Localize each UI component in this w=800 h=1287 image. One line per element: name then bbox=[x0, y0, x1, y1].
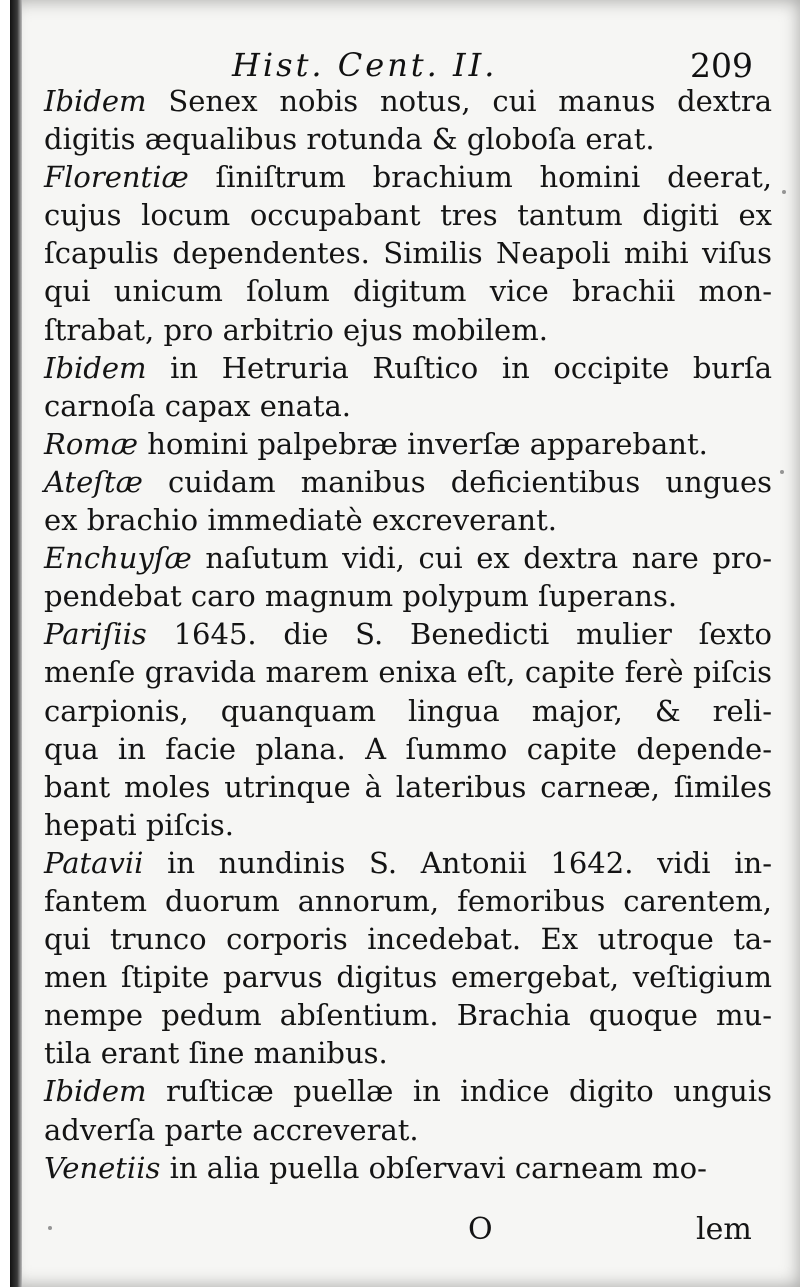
line-text: hepati piſcis. bbox=[44, 807, 235, 842]
line-text: carpionis, quanquam lingua major, & reli- bbox=[44, 693, 772, 728]
line-text: nempe pedum abſentium. Brachia quoque mu- bbox=[44, 998, 772, 1033]
line-text: cuidam manibus deficientibus ungues bbox=[168, 464, 772, 499]
text-line bbox=[44, 577, 772, 615]
line-text: pendebat caro magnum polypum ſuperans. bbox=[44, 579, 678, 614]
line-text: ruſticæ puellæ in indice digito unguis bbox=[166, 1074, 773, 1109]
line-text: ex brachio immediatè excreverant. bbox=[44, 503, 557, 538]
place-name: Romæ bbox=[44, 426, 139, 461]
text-line bbox=[44, 1072, 772, 1110]
line-text: ſtrabat, pro arbitrio ejus mobilem. bbox=[44, 312, 548, 347]
line-text: in alia puella obſervavi carneam mo- bbox=[169, 1150, 707, 1185]
text-line bbox=[44, 730, 772, 768]
text-line bbox=[44, 615, 772, 653]
place-name: Ibidem bbox=[44, 350, 147, 385]
place-name: Ibidem bbox=[44, 1074, 147, 1109]
text-line bbox=[44, 120, 772, 158]
line-text: ſiniſtrum brachium homini deerat, bbox=[215, 160, 772, 195]
running-head bbox=[232, 46, 497, 84]
text-line bbox=[44, 539, 772, 577]
text-line bbox=[44, 1034, 772, 1072]
text-line bbox=[44, 196, 772, 234]
book-page bbox=[10, 0, 800, 1287]
text-line bbox=[44, 349, 772, 387]
place-name: Ibidem bbox=[44, 84, 147, 118]
text-line bbox=[44, 768, 772, 806]
page-gutter-shadow bbox=[10, 0, 22, 1287]
text-line bbox=[44, 844, 772, 882]
line-text: ſcapulis dependentes. Similis Neapoli mihi viſus bbox=[44, 236, 772, 271]
text-line bbox=[44, 387, 772, 425]
ink-speck bbox=[780, 470, 784, 474]
text-line bbox=[44, 653, 772, 691]
line-text: adverſa parte accreverat. bbox=[44, 1112, 419, 1147]
line-text: qui trunco corporis incedebat. Ex utroque ta- bbox=[44, 922, 772, 957]
line-text: carnoſa capax enata. bbox=[44, 388, 352, 423]
text-line bbox=[44, 806, 772, 844]
place-name: Florentiæ bbox=[44, 160, 189, 195]
text-line bbox=[44, 82, 772, 120]
text-line bbox=[44, 501, 772, 539]
catchword: lem bbox=[696, 1212, 752, 1247]
line-text: 1645. die S. Benedicti mulier ſexto bbox=[173, 617, 772, 652]
line-text: digitis æqualibus rotunda & globoſa erat. bbox=[44, 122, 655, 157]
text-line bbox=[44, 425, 772, 463]
ink-speck bbox=[48, 1226, 52, 1230]
text-line bbox=[44, 920, 772, 958]
line-text: bant moles utrinque à lateribus carneæ, ſimiles bbox=[44, 769, 772, 804]
line-text: in Hetruria Ruſtico in occipite burſa bbox=[170, 350, 772, 385]
place-name: Enchuyſæ bbox=[44, 541, 192, 576]
place-name: Venetiis bbox=[44, 1150, 161, 1185]
text-line bbox=[44, 958, 772, 996]
line-text: cujus locum occupabant tres tantum digiti ex bbox=[44, 198, 772, 233]
line-text: men ſtipite parvus digitus emergebat, veſtigium bbox=[44, 960, 772, 995]
text-line bbox=[44, 1111, 772, 1149]
text-line bbox=[44, 272, 772, 310]
ink-speck bbox=[782, 190, 786, 194]
line-text: qua in facie plana. A ſummo capite depende- bbox=[44, 731, 772, 766]
line-text: qui unicum ſolum digitum vice brachii mon- bbox=[44, 274, 772, 309]
signature-mark: O bbox=[468, 1212, 493, 1247]
page-number: 209 bbox=[690, 46, 753, 85]
line-text: tila erant ſine manibus. bbox=[44, 1036, 388, 1071]
line-text: in nundinis S. Antonii 1642. vidi in- bbox=[167, 845, 773, 880]
line-text: fantem duorum annorum, femoribus carentem, bbox=[44, 883, 772, 918]
line-text: menſe gravida marem enixa eſt, capite ferè piſcis bbox=[44, 655, 772, 690]
text-line bbox=[44, 692, 772, 730]
place-name: Pariſiis bbox=[44, 617, 147, 652]
running-head-text: Hist. Cent. II. bbox=[232, 46, 498, 84]
line-text: homini palpebræ inverſæ apparebant. bbox=[147, 426, 708, 461]
place-name: Ateſtæ bbox=[44, 464, 143, 499]
text-line bbox=[44, 234, 772, 272]
line-text: Senex nobis notus, cui manus dextra bbox=[168, 84, 773, 118]
text-line bbox=[44, 311, 772, 349]
body-text bbox=[44, 82, 772, 1187]
page-footer bbox=[10, 1212, 800, 1256]
line-text: naſutum vidi, cui ex dextra nare pro- bbox=[205, 541, 773, 576]
text-line bbox=[44, 463, 772, 501]
text-line bbox=[44, 1149, 772, 1187]
text-line bbox=[44, 996, 772, 1034]
place-name: Patavii bbox=[44, 845, 144, 880]
text-line bbox=[44, 882, 772, 920]
text-line bbox=[44, 158, 772, 196]
